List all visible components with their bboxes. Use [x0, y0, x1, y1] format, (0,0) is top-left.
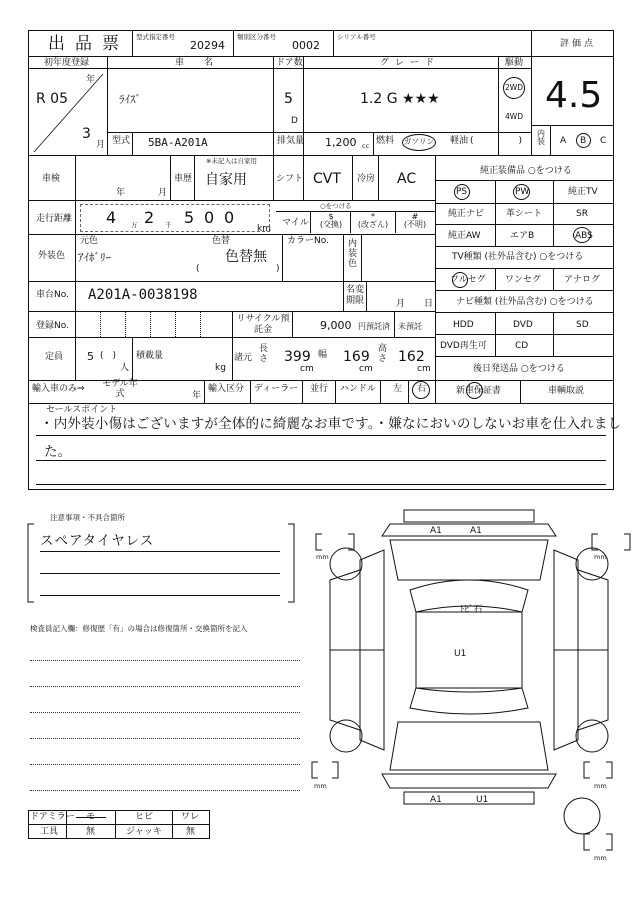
width-label: 幅	[318, 350, 328, 360]
mark-front-a1-right: A1	[470, 526, 482, 536]
interior-option-a: A	[560, 136, 567, 146]
length-unit: cm	[300, 364, 314, 374]
drive-option-4wd: 4WD	[505, 112, 523, 121]
history-value: 自家用	[205, 172, 247, 188]
repaint-value: 色替無	[225, 249, 267, 265]
mileage-circle-note: ○をつける	[320, 202, 352, 210]
tv-analog: アナログ	[564, 275, 601, 285]
rating-score: 4.5	[545, 75, 603, 116]
crack-label: ヒビ	[135, 812, 154, 822]
import-label: 輸入車のみ⇒	[32, 384, 85, 394]
type-cert-value: 20294	[190, 39, 225, 52]
recycle-status: 円預託済	[358, 322, 390, 331]
doors-sub: D	[291, 116, 298, 126]
car-name-label: 車名	[175, 58, 234, 68]
length-label: 長さ	[259, 344, 269, 364]
displacement-unit: cc	[362, 142, 370, 150]
mark-roof-stone-chip: ﾄﾋﾞ石	[460, 605, 483, 615]
original-color-value: ｱｲﾎﾞﾘｰ	[78, 251, 111, 264]
jack-value: 無	[186, 827, 196, 837]
equip-airbag: エアB	[510, 231, 535, 241]
height-label: 高さ	[378, 344, 388, 364]
mileage-digit-1: 4	[106, 208, 117, 227]
height-value: 162	[398, 349, 425, 365]
category-value: 0002	[292, 39, 320, 52]
fuel-gasoline: ガソリン	[404, 137, 434, 146]
mileage-mile: マイル	[282, 218, 309, 228]
capacity-paren: ( )	[100, 351, 117, 361]
form-title: 出品票	[48, 34, 129, 54]
dims-label: 諸元	[234, 353, 253, 363]
handle-right: 右	[417, 384, 427, 394]
equip-sr: SR	[576, 209, 588, 219]
break-label: ワレ	[181, 812, 200, 822]
car-condition-diagram	[300, 500, 635, 870]
shift-value: CVT	[313, 171, 341, 187]
displacement-value: 1,200	[325, 136, 357, 149]
shaken-label: 車検	[42, 174, 61, 184]
later-title: 後日発送品 ○をつける	[473, 364, 565, 374]
interior-color-label: 内装色	[348, 239, 358, 269]
mm-rear-right: mm	[594, 782, 607, 790]
capacity-unit: 人	[120, 363, 130, 373]
load-unit: kg	[215, 363, 226, 373]
mark-rear-a1: A1	[430, 795, 442, 805]
width-unit: cm	[359, 364, 373, 374]
tool-label: 工具	[40, 827, 59, 837]
mileage-unit-man: 万	[131, 221, 138, 229]
equip-navi: 純正ナビ	[448, 209, 485, 219]
load-label: 積載量	[136, 351, 164, 361]
capacity-value: 5	[87, 350, 94, 363]
shaken-month-unit: 月	[158, 188, 168, 198]
first-reg-year-unit: 年	[86, 75, 96, 85]
mileage-digit-5: 0	[224, 208, 235, 227]
shaken-year-unit: 年	[116, 188, 126, 198]
repaint-label: 色替	[212, 236, 231, 246]
equip-ps: PS	[456, 187, 468, 197]
equip-tv: 純正TV	[568, 187, 598, 197]
import-parallel: 並行	[310, 384, 329, 394]
first-reg-era: R 05	[36, 91, 68, 107]
serial-label: シリアル番号	[337, 33, 376, 41]
notes-label: 注意事項・不具合箇所	[50, 513, 125, 522]
registration-label: 登録No.	[36, 321, 69, 331]
height-unit: cm	[417, 364, 431, 374]
mileage-digit-3: 5	[184, 208, 195, 227]
model-year-label: モデル年式	[102, 379, 138, 399]
model-year-unit: 年	[192, 391, 202, 401]
navi-title: ナビ種類 (社外品含む) ○をつける	[456, 297, 594, 307]
tv-oneseg: ワンセグ	[505, 275, 542, 285]
equip-abs: ABS	[575, 231, 593, 241]
dvd-playback: DVD再生可	[440, 341, 487, 351]
type-cert-label: 型式指定番号	[136, 33, 175, 41]
doors-value: 5	[284, 91, 293, 107]
handle-label: ハンドル	[340, 384, 377, 394]
mark-front-a1-left: A1	[430, 526, 442, 536]
mirror-strike	[76, 817, 106, 818]
tv-fullseg: フルセグ	[450, 275, 486, 285]
grade-label: グレード	[380, 58, 441, 68]
interior-rating-label: 内装	[537, 129, 545, 146]
mileage-unit-km: km	[257, 224, 271, 234]
drive-label: 駆動	[505, 58, 524, 68]
color-no-label: カラーNo.	[287, 236, 329, 246]
notes-text: スペアタイヤレス	[40, 533, 155, 549]
rating-label: 評価点	[560, 39, 597, 49]
drive-option-2wd: 2WD	[505, 83, 523, 92]
name-change-day: 日	[424, 299, 434, 309]
mileage-digit-2: 2	[144, 208, 155, 227]
capacity-label: 定員	[45, 352, 64, 362]
history-note: ※未記入は自家用	[206, 157, 257, 165]
mm-front-left: mm	[316, 553, 329, 561]
mirror-value: モ	[86, 812, 96, 822]
first-reg-month-unit: 月	[96, 140, 106, 150]
mm-front-right: mm	[594, 553, 607, 561]
recycle-label: リサイクル預託金	[236, 314, 290, 335]
import-type-label: 輸入区分	[208, 384, 245, 394]
recycle-value: 9,000	[320, 319, 352, 332]
inspector-label: 検査員記入欄：修復歴「有」の場合は修復箇所・交換箇所を記入	[30, 624, 248, 633]
mileage-unknown: # (不明)	[403, 212, 427, 229]
exterior-color-label: 外装色	[38, 251, 66, 261]
model-value: 5BA-A201A	[148, 136, 208, 149]
navi-dvd: DVD	[513, 320, 533, 330]
equip-pw: PW	[515, 187, 530, 197]
fuel-other: ( )	[470, 136, 523, 146]
handle-left: 左	[393, 384, 403, 394]
repaint-paren-close: )	[276, 264, 280, 274]
later-warranty: 新車保証書	[456, 386, 502, 396]
original-color-label: 元色	[80, 236, 99, 246]
chassis-label: 車台No.	[36, 290, 69, 300]
recycle-unpaid: 未預託	[398, 322, 422, 331]
fuel-label: 燃料	[376, 136, 395, 146]
history-label: 車歴	[174, 174, 193, 184]
mark-rear-u1: U1	[476, 795, 489, 805]
shift-label: シフト	[276, 174, 304, 184]
mark-roof-u1: U1	[454, 649, 467, 659]
mm-rear-left: mm	[314, 782, 327, 790]
name-change-month: 月	[396, 299, 406, 309]
mileage-exchange: $ (交換)	[319, 212, 343, 229]
interior-option-b: B	[580, 136, 587, 146]
mileage-altered: * (改ざん)	[357, 212, 389, 229]
doors-label: ドア数	[276, 58, 303, 68]
sales-line-1: ・内外装小傷はございますが全体的に綺麗なお車です。・嫌なにおいのしないお車を仕入れまし	[40, 416, 622, 432]
ac-value: AC	[397, 171, 417, 187]
mileage-label: 走行距離	[36, 214, 73, 224]
navi-hdd: HDD	[453, 320, 474, 330]
jack-label: ジャッキ	[126, 827, 162, 837]
sales-line-2: た。	[44, 444, 71, 460]
equip-aw: 純正AW	[448, 231, 481, 241]
displacement-label: 排気量	[277, 136, 305, 146]
equipment-title: 純正装備品 ○をつける	[480, 166, 572, 176]
name-change-label: 名変期限	[346, 285, 365, 306]
mileage-unit-sen: 千	[165, 221, 172, 229]
repaint-paren-open: (	[196, 264, 200, 274]
mirror-label: ドアミラー	[30, 812, 75, 822]
first-reg-label: 初年度登録	[44, 58, 90, 68]
tv-title: TV種類 (社外品含む) ○をつける	[452, 252, 584, 262]
ac-label: 冷房	[357, 174, 376, 184]
equip-leather: 革シート	[506, 209, 543, 219]
mm-spare: mm	[594, 854, 607, 862]
navi-sd: SD	[576, 320, 589, 330]
tool-value: 無	[86, 827, 96, 837]
cd-label: CD	[515, 341, 529, 351]
grade-value: 1.2 G ★★★	[360, 91, 440, 107]
first-reg-month: 3	[82, 126, 91, 142]
sales-label: セールスポイント	[46, 405, 118, 415]
chassis-value: A201A-0038198	[88, 287, 198, 303]
fuel-diesel: 軽油	[450, 136, 469, 146]
model-label: 型式	[112, 136, 131, 146]
category-label: 類別区分番号	[237, 33, 276, 41]
import-dealer: ディーラー	[254, 384, 299, 394]
mileage-digit-4: 0	[204, 208, 215, 227]
width-value: 169	[343, 349, 370, 365]
interior-option-c: C	[600, 136, 607, 146]
car-name: ﾗｲｽﾞ	[119, 93, 141, 106]
length-value: 399	[284, 349, 311, 365]
later-manual: 車輌取説	[548, 386, 585, 396]
